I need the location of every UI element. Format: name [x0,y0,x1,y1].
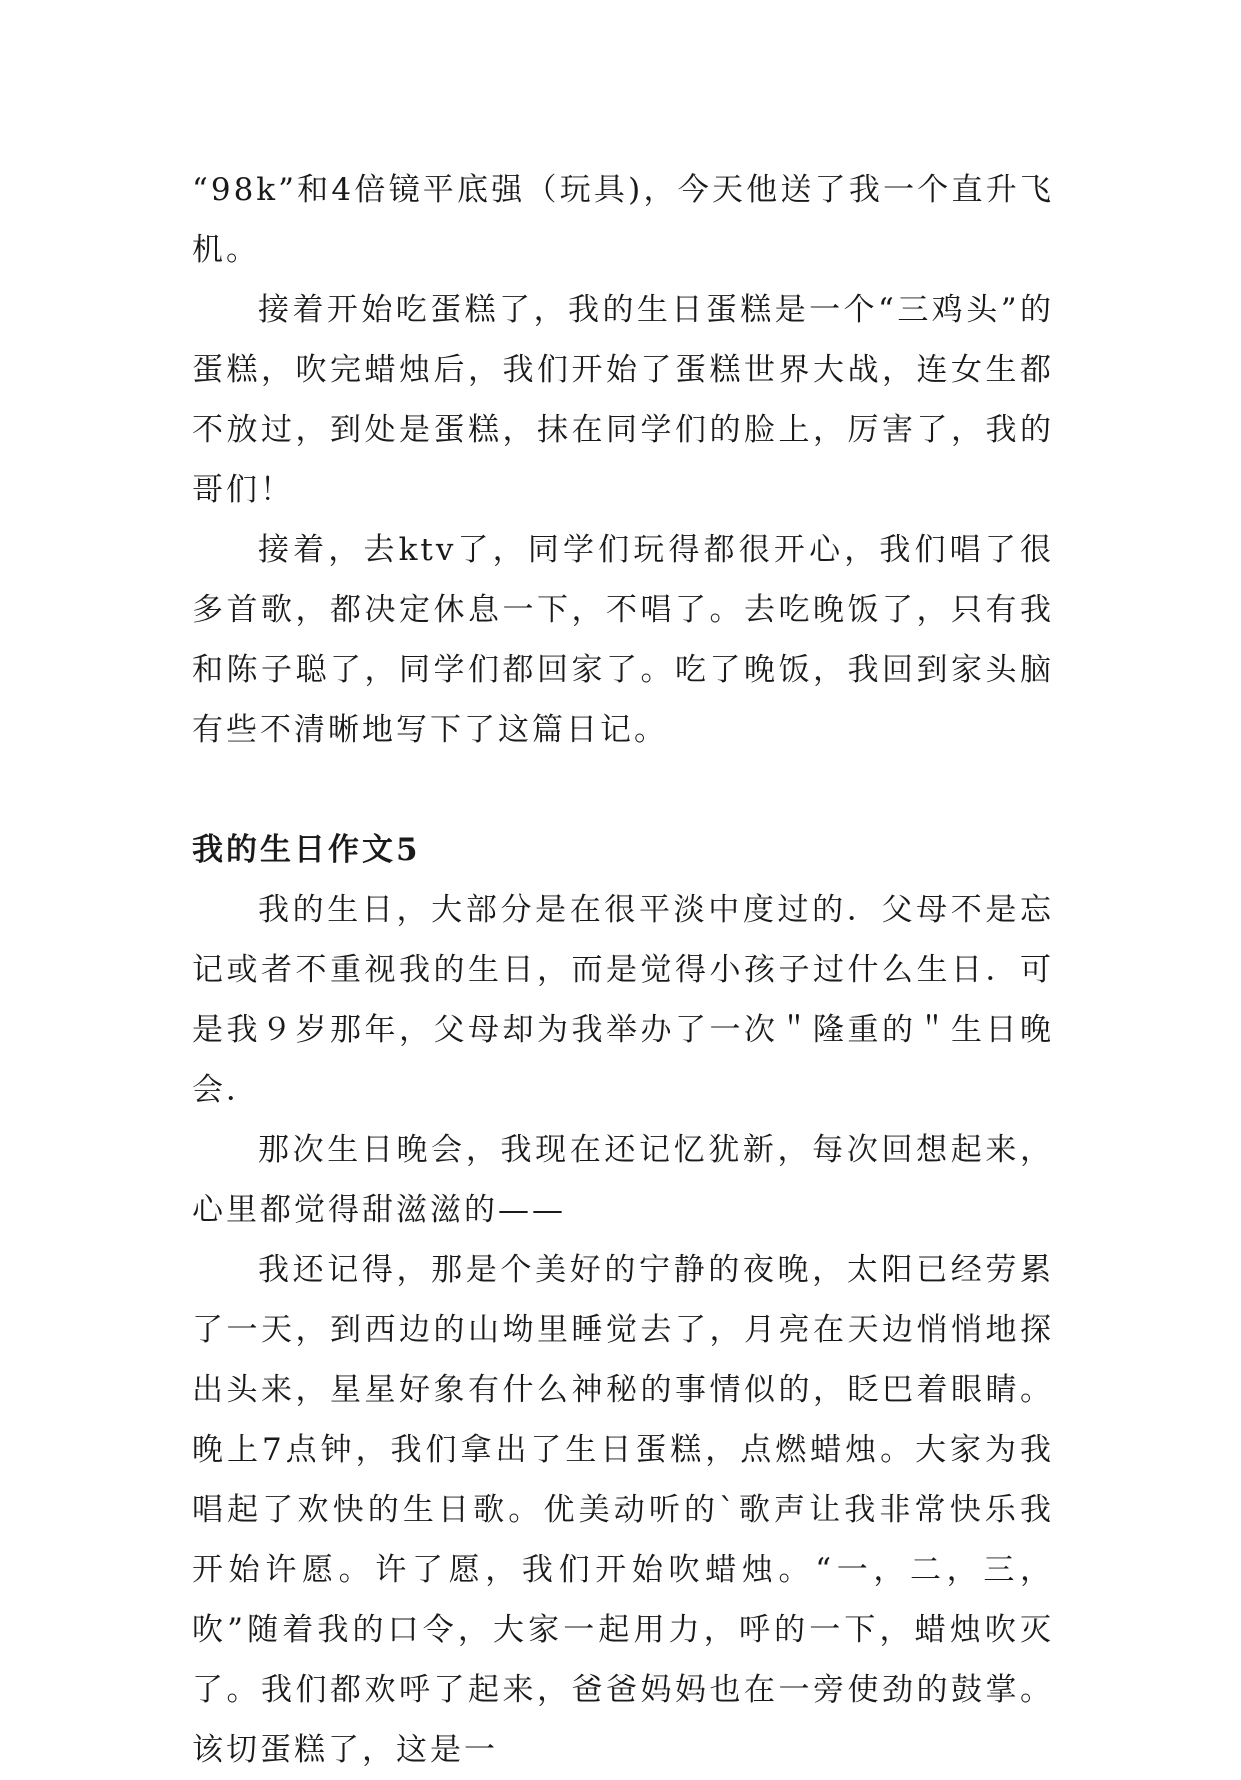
paragraph-5: 那次生日晚会，我现在还记忆犹新，每次回想起来，心里都觉得甜滋滋的—— [192,1132,1054,1228]
section-title: 我的生日作文5 [192,832,421,868]
paragraph-1: “98k”和4倍镜平底强（玩具)，今天他送了我一个直升飞机。 [192,172,1054,268]
paragraph-2: 接着开始吃蛋糕了，我的生日蛋糕是一个“三鸡头”的蛋糕，吹完蜡烛后，我们开始了蛋糕世界大战，连女生都不放过，到处是蛋糕，抹在同学们的脸上，厉害了，我的哥们！ [192,292,1054,508]
paragraph-3: 接着，去ktv了，同学们玩得都很开心，我们唱了很多首歌，都决定休息一下，不唱了。去吃晚饭了，只有我和陈子聪了，同学们都回家了。吃了晚饭，我回到家头脑有些不清晰地写下了这篇日记。 [192,532,1054,748]
paragraph-4: 我的生日，大部分是在很平淡中度过的．父母不是忘记或者不重视我的生日，而是觉得小孩子过什么生日．可是我９岁那年，父母却为我举办了一次＂隆重的＂生日晚会． [192,892,1054,1108]
paragraph-6: 我还记得，那是个美好的宁静的夜晚，太阳已经劳累了一天，到西边的山坳里睡觉去了，月亮在天边悄悄地探出头来，星星好象有什么神秘的事情似的，眨巴着眼睛。晚上7点钟，我们拿出了生日蛋糕，点燃蜡烛。大家为我唱起了欢快的生日歌。优美动听的`歌声让我非常快乐我开始许愿。许了愿，我们开始吹蜡烛。“一，二，三，吹”随着我的口令，大家一起用力，呼的一下，蜡烛吹灭了。我们都欢呼了起来，爸爸妈妈也在一旁使劲的鼓掌。该切蛋糕了，这是一 [192,1252,1054,1768]
document-body [192,160,1054,1780]
